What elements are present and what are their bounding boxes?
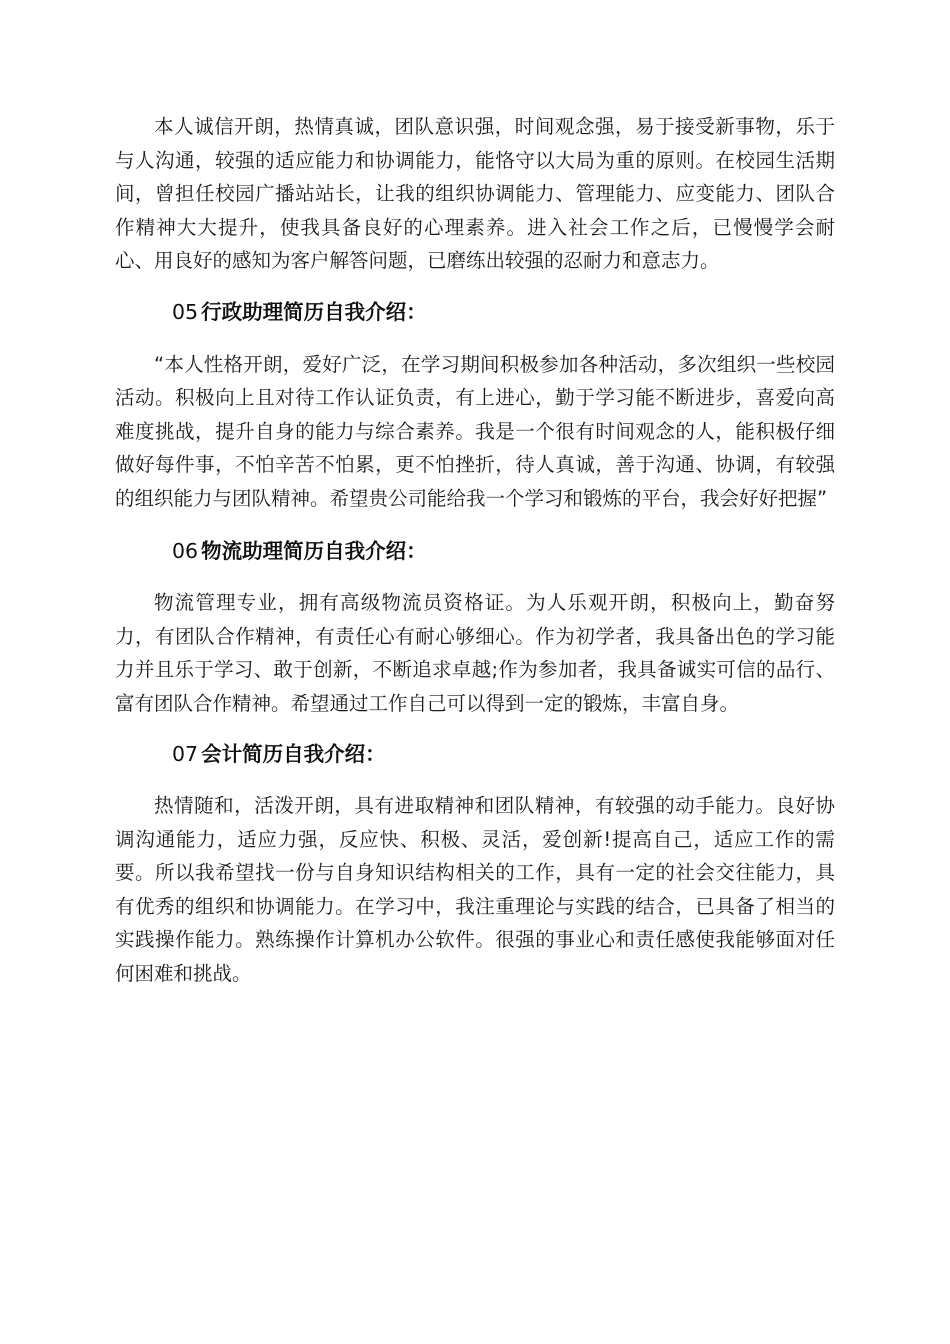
section-title: 行政助理简历自我介绍： (201, 299, 427, 324)
section-title: 物流助理简历自我介绍： (201, 539, 427, 563)
section-heading-07 (115, 737, 835, 771)
section-paragraph-07: 热情随和，活泼开朗，具有进取精神和团队精神，有较强的动手能力。良好协调沟通能力，适应力强，反应快、积极、灵活，爱创新!提高自己，适应工作的需要。所以我希望找一份与自身知识结构相关的工作，具有一定的社会交往能力，具有优秀的组织和协调能力。在学习中，我注重理论与实践的结合，已具备了相当的实践操作能力。熟练操作计算机办公软件。很强的事业心和责任感使我能够面对任何困难和挑战。 (115, 794, 835, 985)
intro-paragraph: 本人诚信开朗，热情真诚，团队意识强，时间观念强，易于接受新事物，乐于与人沟通，较强的适应能力和协调能力，能恪守以大局为重的原则。在校园生活期间，曾担任校园广播站站长，让我的组织协调能力、管理能力、应变能力、团队合作精神大大提升，使我具备良好的心理素养。进入社会工作之后，已慢慢学会耐心、用良好的感知为客户解答问题，已磨练出较强的忍耐力和意志力。 (115, 115, 835, 272)
section-number: 06 (172, 539, 199, 563)
section-paragraph-06: 物流管理专业，拥有高级物流员资格证。为人乐观开朗，积极向上，勤奋努力，有团队合作精神，有责任心有耐心够细心。作为初学者，我具备出色的学习能力并且乐于学习、敢于创新，不断追求卓越;作为参加者，我具备诚实可信的品行、富有团队合作精神。希望通过工作自己可以得到一定的锻炼，丰富自身。 (115, 591, 835, 715)
section-heading-05 (115, 295, 835, 329)
section-title: 会计简历自我介绍： (201, 742, 386, 766)
section-number: 05 (172, 299, 199, 324)
section-number: 07 (172, 742, 199, 766)
section-paragraph-05: “本人性格开朗，爱好广泛，在学习期间积极参加各种活动，多次组织一些校园活动。积极向上且对待工作认证负责，有上进心，勤于学习能不断进步，喜爱向高难度挑战，提升自身的能力与综合素养。我是一个很有时间观念的人，能积极仔细做好每件事，不怕辛苦不怕累，更不怕挫折，待人真诚，善于沟通、协调，有较强的组织能力与团队精神。希望贵公司能给我一个学习和锻炼的平台，我会好好把握” (115, 352, 835, 510)
document-body (115, 110, 835, 990)
section-heading-06 (115, 534, 835, 568)
